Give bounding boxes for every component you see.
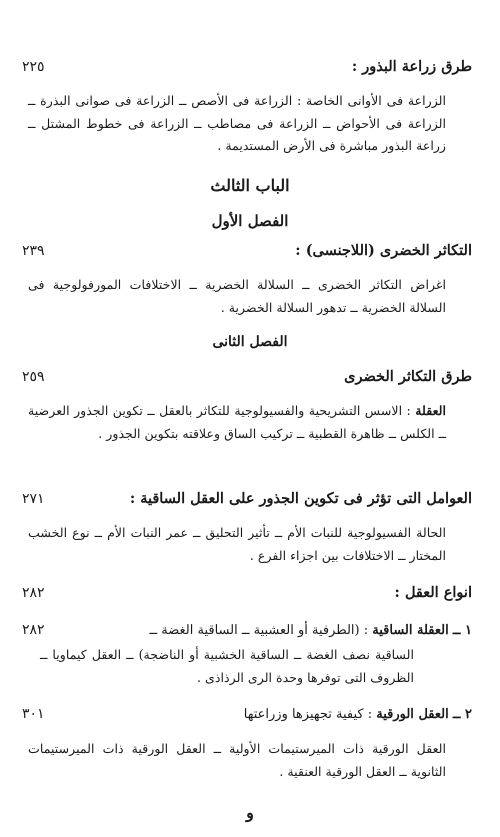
toc-item-stem-cuttings bbox=[22, 622, 472, 638]
toc-entry-vegetative-propagation bbox=[22, 242, 472, 259]
item-rest: : كيفية تجهيزها وزراعتها bbox=[243, 707, 377, 722]
item-description: العقل الورقية ذات الميرستيمات الأولية ــ العقل الورقية ذات الميرستيمات الثانوية ــ العقل الورقية العنقية . bbox=[28, 741, 446, 779]
item-lead bbox=[150, 623, 472, 638]
toc-heading: طرق زراعة البذور : bbox=[351, 58, 472, 75]
page-number: ٢٣٩ bbox=[22, 243, 45, 259]
page-number: ٢٨٢ bbox=[22, 585, 45, 601]
page-number: ٢٢٥ bbox=[22, 59, 45, 75]
toc-entry-propagation-methods bbox=[22, 368, 472, 385]
page-number: ٢٨٢ bbox=[22, 622, 45, 638]
item-title: العقل الورقية bbox=[376, 707, 449, 722]
page-footer-letter: و bbox=[246, 803, 254, 822]
toc-description bbox=[28, 400, 446, 445]
item-description: الساقية نصف الغضة ــ الساقية الخشبية أو الناضجة) ــ العقل كيماويا ــ الظروف التى توفرها وحدة الرى الرذاذى . bbox=[40, 647, 414, 685]
toc-heading: التكاثر الخضرى (اللاجنسى) : bbox=[295, 242, 472, 259]
description-text: : الاسس التشريحية والفسيولوجية للتكاثر بالعقل ــ تكوين الجذور العرضية ــ الكلس ــ ظاهرة القطبية ــ تركيب الساق وعلاقته بتكوين الجذور . bbox=[28, 403, 446, 441]
chapter-title: الفصل الثانى bbox=[212, 334, 288, 350]
toc-entry-cutting-types bbox=[22, 584, 472, 601]
item-rest: : (الطرفية أو العشبية ــ الساقية الغضة ــ bbox=[149, 623, 373, 638]
page-number: ٣٠١ bbox=[22, 706, 45, 722]
toc-heading: انواع العقل : bbox=[394, 584, 472, 601]
part-title: الباب الثالث bbox=[210, 176, 290, 195]
page-number: ٢٥٩ bbox=[22, 369, 45, 385]
item-lead bbox=[244, 707, 472, 722]
page-number: ٢٧١ bbox=[22, 491, 45, 507]
toc-heading: العوامل التى تؤثر فى تكوين الجذور على العقل الساقية : bbox=[129, 490, 472, 507]
toc-item-leaf-cuttings bbox=[22, 706, 472, 722]
item-number: ١ ــ bbox=[452, 623, 472, 638]
toc-description: اغراض التكاثر الخضرى ــ السلالة الخضرية ــ الاختلافات المورفولوجية فى السلالة الخضرية ــ تدهور السلالة الخضرية . bbox=[28, 277, 446, 315]
toc-entry-seed-planting bbox=[22, 58, 472, 75]
term-bold: العقلة bbox=[415, 403, 446, 418]
chapter-title: الفصل الأول bbox=[211, 212, 289, 230]
item-title: العقلة الساقية bbox=[372, 623, 449, 638]
toc-heading: طرق التكاثر الخضرى bbox=[344, 368, 472, 385]
item-number: ٢ ــ bbox=[452, 707, 472, 722]
toc-entry-rooting-factors bbox=[22, 490, 472, 507]
toc-description: الزراعة فى الأوانى الخاصة : الزراعة فى الأصص ــ الزراعة فى صوانى البذرة ــ الزراعة فى الأحواض ــ الزراعة فى مصاطب ــ الزراعة فى خطوط المشتل ــ زراعة البذور مباشرة فى الأرض المستديمة . bbox=[28, 93, 446, 153]
toc-description: الحالة الفسيولوجية للنبات الأم ــ تأثير التحليق ــ عمر النبات الأم ــ نوع الخشب المختار ــ الاختلافات بين اجزاء الفرع . bbox=[28, 525, 446, 563]
